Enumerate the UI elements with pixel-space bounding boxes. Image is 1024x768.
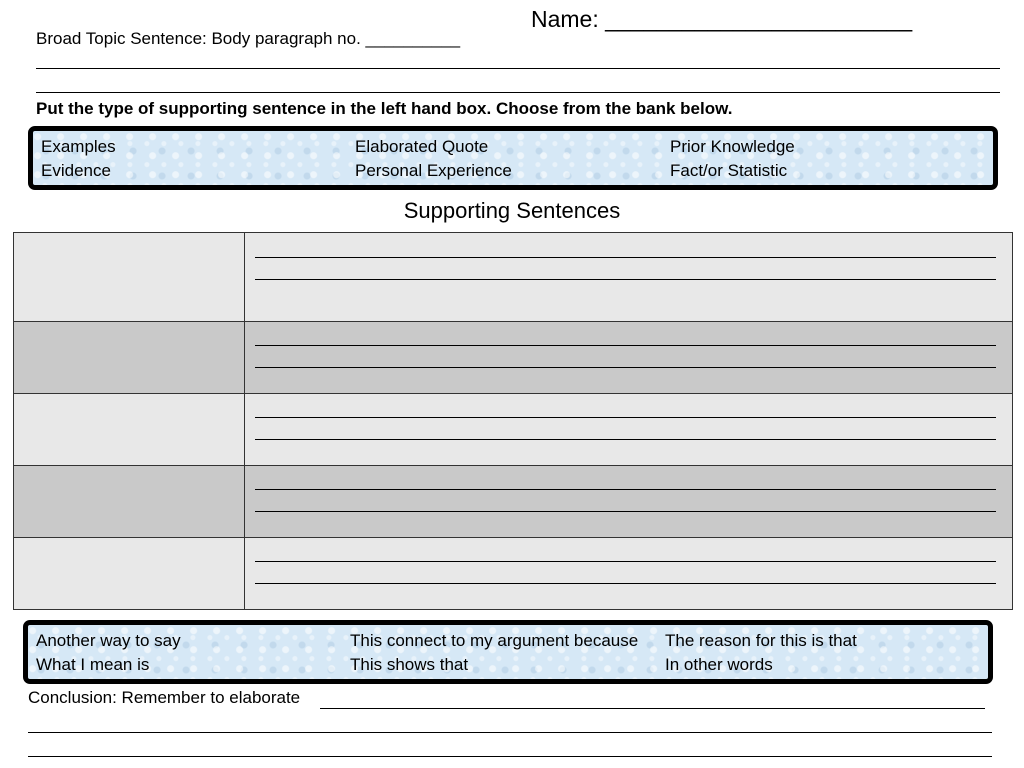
sentence-writing-area[interactable]: [245, 466, 1013, 538]
table-row: [14, 394, 1013, 466]
supporting-sentences-table: [13, 232, 1013, 610]
transition-item: Another way to say: [36, 631, 181, 650]
topic-writing-line[interactable]: [36, 68, 1000, 69]
sentence-type-box[interactable]: [14, 466, 245, 538]
writing-line[interactable]: [255, 540, 996, 562]
conclusion-label: Conclusion: Remember to elaborate: [28, 688, 301, 707]
sentence-type-box[interactable]: [14, 322, 245, 394]
writing-line[interactable]: [255, 258, 996, 280]
writing-line[interactable]: [255, 324, 996, 346]
instruction-text: Put the type of supporting sentence in the left hand box. Choose from the bank below.: [36, 99, 733, 118]
sentence-type-box[interactable]: [14, 394, 245, 466]
conclusion-writing-line[interactable]: [320, 708, 985, 709]
bank-item: Fact/or Statistic: [670, 161, 788, 180]
sentence-type-bank: [28, 126, 998, 190]
conclusion-writing-line[interactable]: [28, 756, 992, 757]
writing-line[interactable]: [255, 490, 996, 512]
writing-line[interactable]: [255, 418, 996, 440]
section-title: Supporting Sentences: [403, 198, 621, 223]
name-field-label: Name: ________________________: [531, 6, 913, 32]
bank-item: Personal Experience: [355, 161, 512, 180]
transition-item: What I mean is: [36, 655, 150, 674]
sentence-type-box[interactable]: [14, 538, 245, 610]
topic-writing-line[interactable]: [36, 92, 1000, 93]
transition-item: In other words: [665, 655, 773, 674]
broad-topic-label: Broad Topic Sentence: Body paragraph no. __________: [36, 29, 461, 48]
sentence-writing-area[interactable]: [245, 394, 1013, 466]
writing-line[interactable]: [255, 236, 996, 258]
transition-item: The reason for this is that: [665, 631, 857, 650]
sentence-type-box[interactable]: [14, 233, 245, 322]
table-row: [14, 322, 1013, 394]
conclusion-writing-line[interactable]: [28, 732, 992, 733]
table-row: [14, 233, 1013, 322]
table-row: [14, 538, 1013, 610]
writing-line[interactable]: [255, 346, 996, 368]
writing-line[interactable]: [255, 396, 996, 418]
transition-item: This connect to my argument because: [350, 631, 639, 650]
bank-item: Prior Knowledge: [670, 137, 795, 156]
bank-item: Elaborated Quote: [355, 137, 489, 156]
transition-item: This shows that: [350, 655, 469, 674]
sentence-writing-area[interactable]: [245, 322, 1013, 394]
writing-line[interactable]: [255, 468, 996, 490]
bank-item: Examples: [41, 137, 116, 156]
transition-bank: [23, 620, 993, 684]
sentence-writing-area[interactable]: [245, 538, 1013, 610]
bank-item: Evidence: [41, 161, 111, 180]
table-row: [14, 466, 1013, 538]
sentence-writing-area[interactable]: [245, 233, 1013, 322]
writing-line[interactable]: [255, 562, 996, 584]
